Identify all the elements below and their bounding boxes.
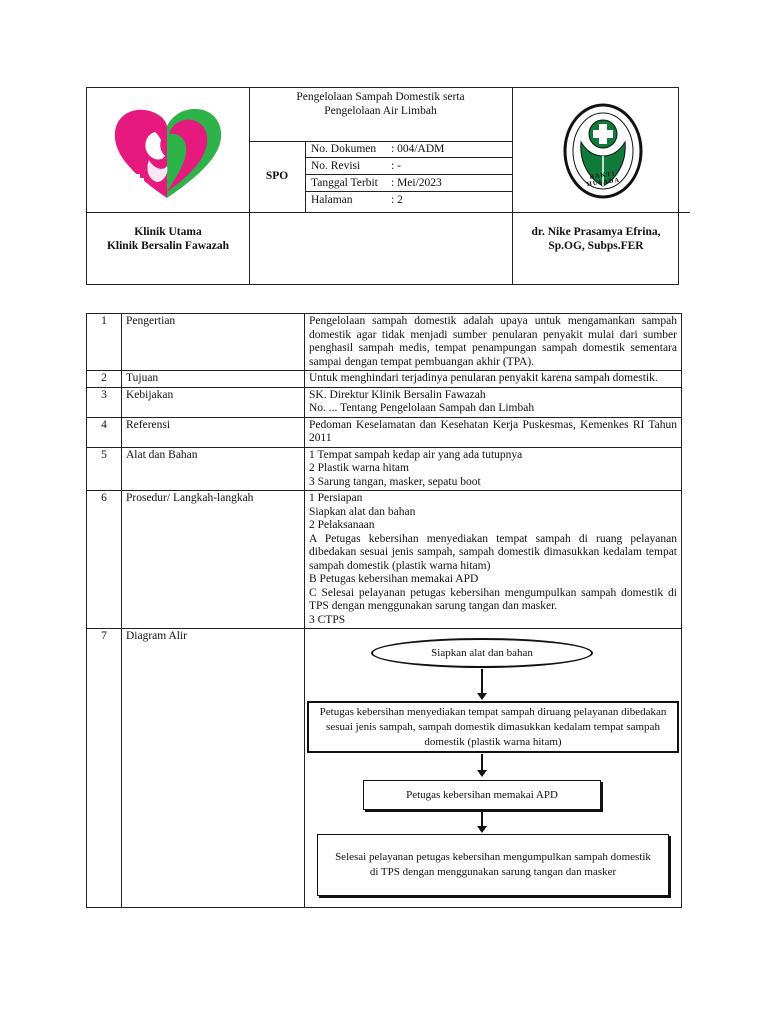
document-header <box>86 87 679 285</box>
content-line: C Selesai pelayanan petugas kebersihan mengumpulkan sampah domestik di TPS dengan menggunakan sarung tangan dan masker. <box>309 586 677 612</box>
content-line: 2 Pelaksanaan <box>309 519 375 531</box>
flow-arrow <box>481 754 483 771</box>
row-number: 6 <box>87 491 122 629</box>
row-label: Kebijakan <box>122 387 305 417</box>
row-label: Prosedur/ Langkah-langkah <box>122 491 305 629</box>
doctor-name-line2: Sp.OG, Subps.FER <box>548 240 644 252</box>
row-content <box>305 387 682 417</box>
content-line: B Petugas kebersihan memakai APD <box>309 573 479 585</box>
row-number: 1 <box>87 314 122 371</box>
row-content <box>305 491 682 629</box>
meta-value: : 004/ADM <box>391 143 445 155</box>
doctor-name-line1: dr. Nike Prasamya Efrina, <box>531 226 661 238</box>
meta-value: : 2 <box>391 194 403 206</box>
content-line: No. ... Tentang Pengelolaan Sampah dan Limbah <box>309 402 535 414</box>
content-line: 3 Sarung tangan, masker, sepatu boot <box>309 475 481 488</box>
meta-label: Halaman <box>311 194 353 206</box>
procedure-table <box>86 313 682 908</box>
row-content: Pengelolaan sampah domestik adalah upaya untuk mengamankan sampah domestik agar tidak menjadi sumber penularan penyakit mulai dari sumber penghasil sampah medis, tempat penampungan sampah domestik sementara sampai dengan tempat pembuangan akhir (TPA). <box>305 314 682 371</box>
table-row <box>87 314 682 371</box>
flow-step-provide-bins: Petugas kebersihan menyediakan tempat sampah diruang pelayanan dibedakan sesuai jenis sampah, sampah domestik dimasukkan kedalam tempat sampah domestik (plastik warna hitam) <box>307 701 679 753</box>
meta-label: No. Revisi <box>311 160 361 172</box>
content-line: SK. Direktur Klinik Bersalin Fawazah <box>309 388 486 401</box>
clinic-heart-logo <box>109 102 227 202</box>
flow-step-start: Siapkan alat dan bahan <box>371 638 593 668</box>
content-line: Siapkan alat dan bahan <box>309 505 416 518</box>
meta-value: : Mei/2023 <box>391 177 442 189</box>
row-number: 5 <box>87 447 122 491</box>
table-row <box>87 491 682 629</box>
flow-diagram-cell <box>305 629 682 908</box>
clinic-name-line1: Klinik Utama <box>134 226 202 238</box>
meta-label: No. Dokumen <box>311 143 377 155</box>
document-title-line1: Pengelolaan Sampah Domestik serta <box>296 91 465 103</box>
document-meta <box>305 141 512 212</box>
table-row <box>87 387 682 417</box>
row-number: 4 <box>87 417 122 447</box>
logo-caption: BAKTI HUSADA <box>586 170 621 189</box>
document-title-line2: Pengelolaan Air Limbah <box>324 105 437 117</box>
row-label: Tujuan <box>122 371 305 388</box>
flow-diagram <box>305 629 681 907</box>
table-row <box>87 447 682 491</box>
row-label: Diagram Alir <box>122 629 305 908</box>
row-number: 2 <box>87 371 122 388</box>
meta-label: Tanggal Terbit <box>311 177 378 189</box>
flow-step-wear-apd: Petugas kebersihan memakai APD <box>363 780 601 810</box>
content-line: 3 CTPS <box>309 613 346 626</box>
meta-value: : - <box>391 160 401 172</box>
table-row <box>87 417 682 447</box>
table-row <box>87 371 682 388</box>
row-label: Pengertian <box>122 314 305 371</box>
flow-arrow <box>481 812 483 827</box>
content-line: 2 Plastik warna hitam <box>309 462 409 474</box>
flow-arrow <box>481 669 483 694</box>
row-content <box>305 447 682 491</box>
content-line: 1 Tempat sampah kedap air yang ada tutupnya <box>309 448 523 461</box>
table-row <box>87 629 682 908</box>
row-number: 7 <box>87 629 122 908</box>
content-line: A Petugas kebersihan menyediakan tempat sampah di ruang pelayanan dibedakan sesuai jenis sampah, sampah domestik dimasukkan kedalam tempat sampah domestik (plastik warna hitam) <box>309 532 677 572</box>
row-label: Alat dan Bahan <box>122 447 305 491</box>
row-label: Referensi <box>122 417 305 447</box>
row-content: Pedoman Keselamatan dan Kesehatan Kerja Puskesmas, Kemenkes RI Tahun 2011 <box>305 417 682 447</box>
clinic-name-line2: Klinik Bersalin Fawazah <box>106 240 230 252</box>
row-number: 3 <box>87 387 122 417</box>
content-line: 1 Persiapan <box>309 492 363 504</box>
flow-step-collect-waste: Selesai pelayanan petugas kebersihan mengumpulkan sampah domestik di TPS dengan menggunakan sarung tangan dan masker <box>317 834 669 896</box>
spo-label: SPO <box>265 170 289 182</box>
row-content: Untuk menghindari terjadinya penularan penyakit karena sampah domestik. <box>305 371 682 388</box>
bakti-husada-logo <box>561 102 645 200</box>
